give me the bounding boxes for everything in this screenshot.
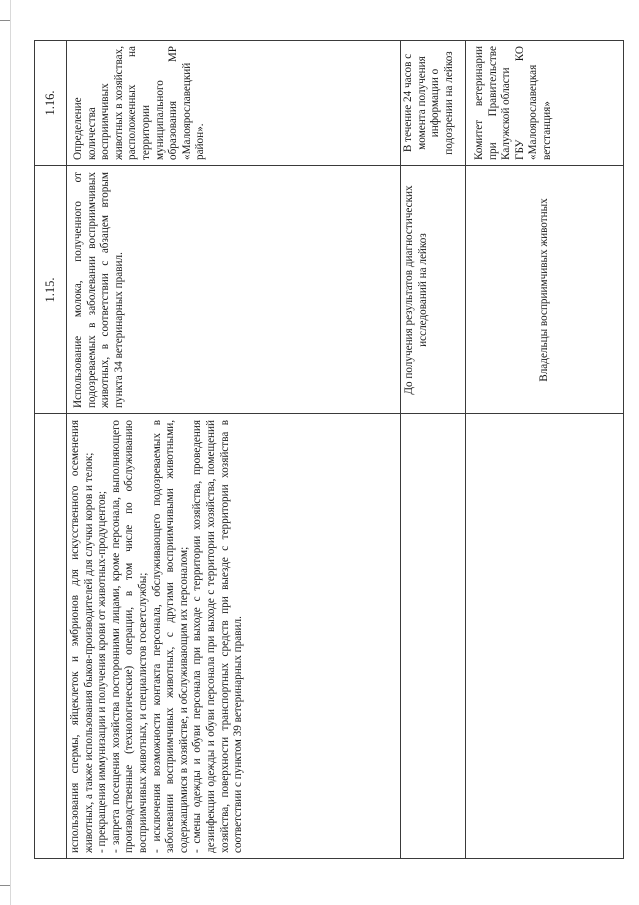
measure-paragraph: - смены одежды и обуви персонала при выходе с территории хозяйства, проведения дезинфекции одежды и обуви персонала при выходе с территории хозяйства, помещений хозяйства, поверхности транспортных средств при выезде с территории хозяйства в соответствии с пунктом 39 ветеринарных правил. (191, 420, 245, 853)
responsible-line: Комитет ветеринарии при Правительстве Калужской области (473, 46, 513, 160)
measure-text-cell: Определение количества восприимчивых животных в хозяйствах, расположенных на территории муниципального образования МР «Малоярославецкий район». (72, 46, 207, 160)
measures-table (34, 40, 624, 859)
measure-text-cell (66, 414, 400, 859)
measure-paragraph: - запрета посещения хозяйства посторонними лицами, кроме персонала, выполняющего производственные (технологические) операции, в том числе по обслуживанию восприимчивых животных, и специалистов госветслужбы; (109, 420, 149, 853)
number-cell (34, 414, 66, 859)
responsible-cell: Владельцы восприимчивых животных (537, 198, 550, 382)
responsible-cell (465, 40, 624, 166)
row-number: 1.16. (42, 90, 57, 116)
measure-text-cell: Использование молока, полученного от подозреваемых в заболевании восприимчивых животных, в соответствии с абзацем вторым пункта 34 ветеринарных правил. (72, 172, 125, 408)
row-number: 1.15. (42, 277, 57, 303)
deadline-cell: В течение 24 часов с момента получения информации о подозрении на лейкоз (402, 51, 455, 155)
measure-paragraph: использования спермы, яйцеклеток и эмбрионов для искусственного осеменения животных, а также использования быков-производителей для случки коров и телок; (69, 420, 95, 853)
deadline-cell (400, 414, 465, 859)
measure-paragraph: - исключения возможности контакта персонала, обслуживающего подозреваемых в заболевании восприимчивых животных, с другими восприимчивыми животными, содержащимися в хозяйстве, и обслуживающим их персоналом; (150, 420, 190, 853)
responsible-cell (465, 414, 624, 859)
responsible-line: ГБУ КО «Малоярославецкая ветстанция» (513, 46, 553, 160)
measure-paragraph: - прекращения иммунизации и получения крови от животных-продуцентов; (96, 490, 109, 853)
deadline-cell: До получения результатов диагностических исследований на лейкоз (403, 185, 429, 395)
